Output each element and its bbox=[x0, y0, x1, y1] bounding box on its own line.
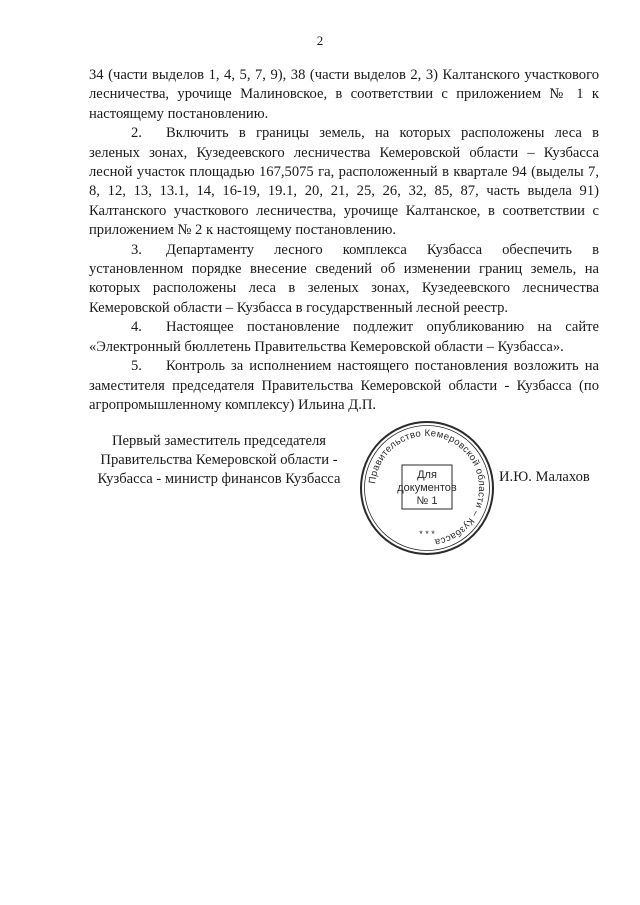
official-stamp bbox=[357, 418, 497, 558]
item-text: Департаменту лесного комплекса Кузбасса обеспечить в установленном порядке внесение сведений об изменении границ земель, на которых расположены леса в зеленых зонах, Кузедеевского лесничества Кемеровской области – Кузбасса в государственный лесной реестр. bbox=[89, 241, 599, 316]
item-number: 2. bbox=[131, 125, 142, 142]
page-number: 2 bbox=[316, 33, 324, 48]
list-item bbox=[89, 241, 599, 319]
signer-name: И.Ю. Малахов bbox=[499, 469, 590, 485]
item-text: Включить в границы земель, на которых расположены леса в зеленых зонах, Кузедеевского лесничества Кемеровской области – Кузбасса лесной участок площадью 167,5075 га, расположенный в квартале 94 (выделы 7, 8, 12, 13, 13.1, 14, 16-19, 19.1, 20, 21, 25, 26, 32, 85, 87, часть выдела 91) Калтанского участкового лесничества, урочище Калтанское, в соответствии с приложением № 2 к настоящему постановлению. bbox=[89, 125, 599, 239]
item-number: 3. bbox=[131, 241, 142, 258]
list-item bbox=[89, 357, 599, 415]
document-body bbox=[89, 66, 599, 415]
stamp-center-line: № 1 bbox=[416, 495, 438, 507]
stamp-center-line: Для bbox=[417, 469, 437, 481]
stamp-center-line: документов bbox=[397, 482, 457, 494]
signatory-title-line: Правительства Кемеровской области - bbox=[100, 452, 338, 468]
stamp-ring-text: Правительство Кемеровской области – Кузбасса bbox=[367, 427, 488, 548]
list-item bbox=[89, 318, 599, 357]
list-item bbox=[89, 124, 599, 240]
stamp-stars: * * * bbox=[419, 529, 435, 539]
paragraph-intro: 34 (части выделов 1, 4, 5, 7, 9), 38 (части выделов 2, 3) Калтанского участкового лесничества, урочище Малиновское, в соответствии с приложением № 1 к настоящему постановлению. bbox=[89, 67, 599, 122]
signatory-title bbox=[88, 432, 350, 489]
item-number: 4. bbox=[131, 319, 142, 336]
item-number: 5. bbox=[131, 358, 142, 375]
item-text: Контроль за исполнением настоящего постановления возложить на заместителя председателя Правительства Кемеровской области - Кузбасса (по агропромышленному комплексу) Ильина Д.П. bbox=[89, 358, 599, 413]
signatory-title-line: Кузбасса - министр финансов Кузбасса bbox=[97, 471, 341, 487]
signatory-title-line: Первый заместитель председателя bbox=[111, 433, 327, 449]
item-text: Настоящее постановление подлежит опубликованию на сайте «Электронный бюллетень Правительства Кемеровской области – Кузбасса». bbox=[89, 319, 599, 355]
